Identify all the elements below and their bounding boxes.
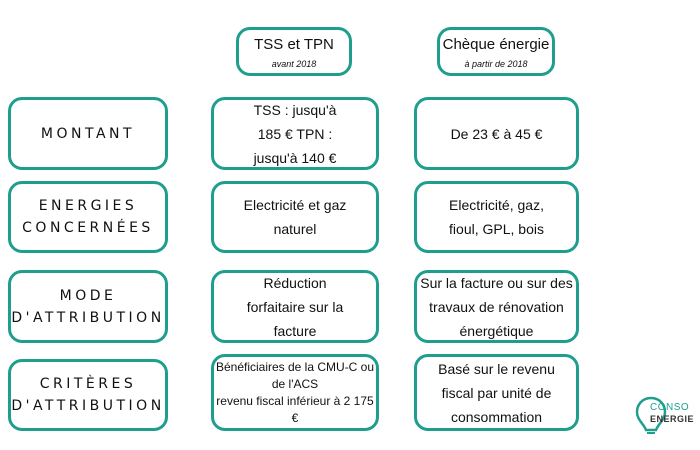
row-label-line: MODE (59, 287, 117, 304)
header-title: Chèque énergie (442, 35, 550, 53)
cell-line: forfaitaire sur la (246, 298, 344, 315)
cell-line: De 23 € à 45 € (450, 125, 543, 142)
cell-line: fiscal par unité de (441, 384, 552, 401)
cell-tss-energies (211, 181, 379, 253)
logo-line-1: CONSO (650, 402, 690, 413)
row-label-line: MONTANT (40, 125, 136, 142)
cell-line: naturel (273, 221, 317, 237)
cell-line: jusqu'à 140 € (253, 149, 337, 166)
cell-cheque-mode (414, 270, 579, 343)
row-label-line: D'ATTRIBUTION (11, 309, 165, 326)
row-label-montant (8, 97, 168, 170)
cell-line: TSS : jusqu'à (253, 101, 337, 118)
row-label-mode (8, 270, 168, 343)
row-label-line: CONCERNÉES (22, 220, 154, 236)
cell-tss-mode (211, 270, 379, 343)
row-label-line: ENERGIES (38, 198, 138, 214)
cell-line: Electricité et gaz (243, 197, 347, 213)
cell-line: énergétique (459, 322, 534, 339)
cell-line: Electricité, gaz, (449, 197, 544, 213)
row-label-line: D'ATTRIBUTION (11, 398, 165, 414)
cell-line: Réduction (263, 274, 327, 291)
cell-line: travaux de rénovation (429, 298, 564, 315)
header-subtitle: à partir de 2018 (464, 58, 528, 69)
cell-line: de l'ACS (271, 376, 319, 391)
conso-energie-logo (634, 392, 695, 438)
cell-line: fioul, GPL, bois (449, 221, 544, 237)
cell-cheque-criteres (414, 354, 579, 431)
cell-line: Basé sur le revenu (438, 360, 555, 377)
cell-line: revenu fiscal inférieur à 2 175 € (216, 393, 374, 425)
cell-tss-montant (211, 97, 379, 170)
cell-tss-criteres (211, 354, 379, 431)
cell-line: consommation (450, 408, 543, 425)
row-label-criteres (8, 359, 168, 431)
cell-line: facture (273, 322, 317, 339)
header-tss-tpn (236, 27, 352, 76)
cell-line: Bénéficiaires de la CMU-C ou (215, 359, 375, 374)
cell-cheque-montant (414, 97, 579, 170)
logo-line-2: ENERGIE (650, 414, 695, 424)
header-subtitle: avant 2018 (271, 58, 317, 69)
cell-line: 185 € TPN : (257, 125, 333, 142)
cell-cheque-energies (414, 181, 579, 253)
row-label-line: CRITÈRES (39, 376, 137, 392)
cell-line: Sur la facture ou sur des (420, 274, 573, 291)
header-title: TSS et TPN (254, 35, 334, 53)
header-cheque-energie (437, 27, 555, 76)
row-label-energies (8, 181, 168, 253)
